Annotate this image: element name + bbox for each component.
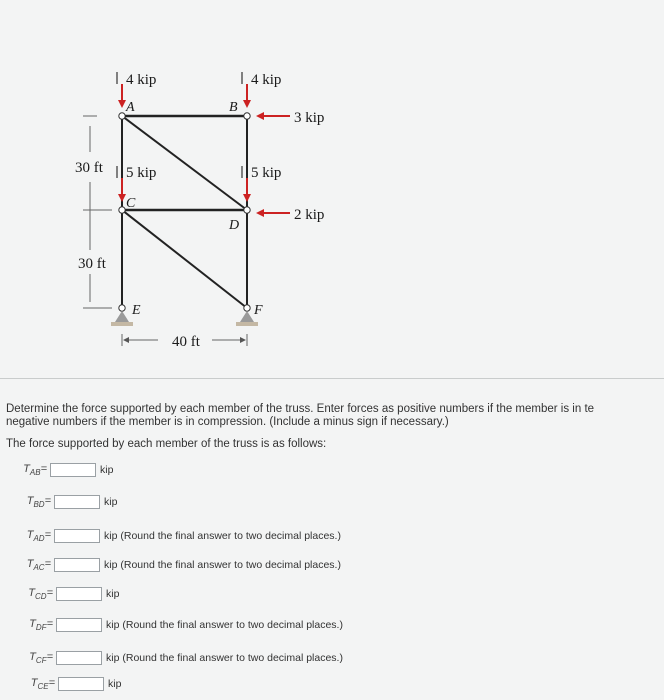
unit-label: kip (108, 678, 122, 690)
joint-f (244, 305, 250, 311)
answer-input-tac[interactable] (54, 558, 100, 572)
answer-row-tac (10, 557, 341, 573)
unit-label: kip (Round the final answer to two decimal places.) (104, 530, 341, 542)
dimension-label-horizontal: 40 ft (172, 334, 200, 350)
dimension-label-bottom: 30 ft (78, 256, 106, 272)
node-label-d: D (229, 218, 240, 233)
answer-input-tce[interactable] (58, 677, 104, 691)
unit-label: kip (106, 588, 120, 600)
answer-row-tce (14, 676, 121, 692)
joint-d (244, 207, 250, 213)
section-divider (0, 378, 664, 379)
joint-b (244, 113, 250, 119)
node-label-c: C (126, 196, 136, 211)
joint-e (119, 305, 125, 311)
answer-input-tab[interactable] (50, 463, 96, 477)
answer-row-tcf (12, 650, 343, 666)
answer-input-tad[interactable] (54, 529, 100, 543)
node-label-f: F (254, 303, 263, 318)
unit-label: kip (Round the final answer to two decimal places.) (106, 652, 343, 664)
answer-row-tcd (12, 586, 119, 602)
instruction-line-2: negative numbers if the member is in compression. (Include a minus sign if necessary.) (6, 416, 449, 428)
load-label-b: 4 kip (251, 72, 282, 88)
unit-label: kip (104, 496, 118, 508)
node-label-b: B (229, 100, 238, 115)
answer-input-tdf[interactable] (56, 618, 102, 632)
unit-label: kip (Round the final answer to two decimal places.) (106, 619, 343, 631)
joint-a (119, 113, 125, 119)
unit-label: kip (100, 464, 114, 476)
answer-row-tad (10, 528, 341, 544)
answers-intro: The force supported by each member of the truss is as follows: (6, 438, 327, 450)
node-label-e: E (132, 303, 141, 318)
load-label-d-horizontal: 2 kip (294, 207, 325, 223)
answer-label: $T_{BD}=$ (26, 494, 51, 510)
answer-label: $T_{AC}=$ (26, 557, 51, 573)
answer-label: $T_{CE}=$ (30, 676, 55, 692)
answer-label: $T_{DF}=$ (29, 617, 53, 633)
pin-support-e (111, 311, 133, 326)
dimension-label-top: 30 ft (75, 160, 103, 176)
answer-input-tcd[interactable] (56, 587, 102, 601)
answer-label: $T_{AB}=$ (23, 462, 47, 478)
answer-row-tdf (12, 617, 343, 633)
answer-input-tbd[interactable] (54, 495, 100, 509)
answer-label: $T_{CD}=$ (28, 586, 53, 602)
load-label-d: 5 kip (251, 165, 282, 181)
load-arrows (122, 84, 290, 213)
vertical-dimension (83, 116, 112, 308)
unit-label: kip (Round the final answer to two decimal places.) (104, 559, 341, 571)
member-ad (122, 116, 247, 210)
instruction-line-1: Determine the force supported by each member of the truss. Enter forces as positive numbers if the member is in te (6, 403, 595, 415)
load-label-b-horizontal: 3 kip (294, 110, 325, 126)
truss-joints (119, 113, 250, 311)
answer-row-tab (6, 462, 113, 478)
answer-row-tbd (10, 494, 117, 510)
load-label-c: 5 kip (126, 165, 157, 181)
truss-members (122, 116, 247, 308)
load-label-a: 4 kip (126, 72, 157, 88)
node-label-a: A (126, 100, 135, 115)
joint-c (119, 207, 125, 213)
answer-label: $T_{AD}=$ (26, 528, 51, 544)
answer-label: $T_{CF}=$ (29, 650, 53, 666)
answer-input-tcf[interactable] (56, 651, 102, 665)
